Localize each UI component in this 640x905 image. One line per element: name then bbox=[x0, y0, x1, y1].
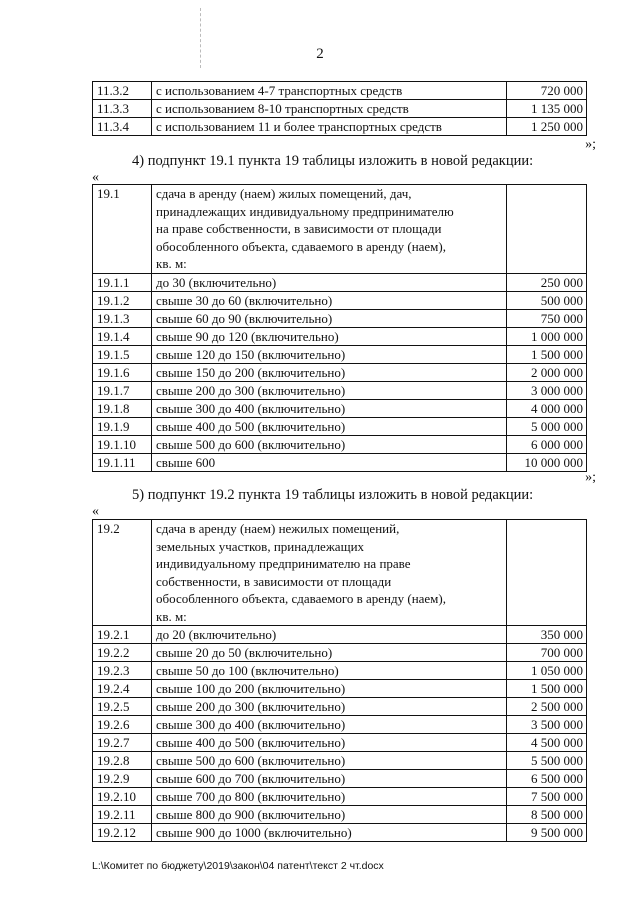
table-row bbox=[93, 82, 587, 100]
row-value: 1 135 000 bbox=[507, 100, 587, 118]
row-value: 2 000 000 bbox=[507, 363, 587, 381]
header-desc-line: на праве собственности, в зависимости от площади bbox=[156, 221, 442, 236]
row-value: 10 000 000 bbox=[507, 453, 587, 471]
row-description: с использованием 4-7 транспортных средств bbox=[152, 82, 507, 100]
table-row bbox=[93, 824, 587, 842]
table-19-1-body bbox=[93, 273, 587, 471]
row-value: 6 500 000 bbox=[507, 770, 587, 788]
table-row bbox=[93, 291, 587, 309]
row-description: свыше 600 bbox=[152, 453, 507, 471]
table-row bbox=[93, 734, 587, 752]
table-row bbox=[93, 806, 587, 824]
row-description: свыше 500 до 600 (включительно) bbox=[152, 435, 507, 453]
row-code: 19.2.4 bbox=[93, 680, 152, 698]
table-row bbox=[93, 680, 587, 698]
row-description: свыше 60 до 90 (включительно) bbox=[152, 309, 507, 327]
row-code: 19.1.6 bbox=[93, 363, 152, 381]
table-19-2-header-row bbox=[93, 520, 587, 626]
row-code: 19.1.9 bbox=[93, 417, 152, 435]
row-value: 2 500 000 bbox=[507, 698, 587, 716]
scan-fold-line bbox=[200, 8, 202, 68]
row-code: 19.2.10 bbox=[93, 788, 152, 806]
table-row bbox=[93, 644, 587, 662]
row-description: свыше 20 до 50 (включительно) bbox=[152, 644, 507, 662]
header-desc-line: принадлежащих индивидуальному предпринимателю bbox=[156, 203, 454, 219]
table-row bbox=[93, 698, 587, 716]
row-code: 19.1.10 bbox=[93, 435, 152, 453]
table-row bbox=[93, 662, 587, 680]
table-row bbox=[93, 435, 587, 453]
table-19-2-head-desc bbox=[152, 520, 507, 626]
row-description: свыше 50 до 100 (включительно) bbox=[152, 662, 507, 680]
row-description: свыше 120 до 150 (включительно) bbox=[152, 345, 507, 363]
row-value: 9 500 000 bbox=[507, 824, 587, 842]
table-row bbox=[93, 716, 587, 734]
header-desc-line: кв. м: bbox=[156, 608, 187, 624]
header-desc-line: обособленного объекта, сдаваемого в аренду (наем), bbox=[156, 238, 446, 254]
table-row bbox=[93, 770, 587, 788]
row-value: 6 000 000 bbox=[507, 435, 587, 453]
row-description: свыше 700 до 800 (включительно) bbox=[152, 788, 507, 806]
row-code: 19.1.8 bbox=[93, 399, 152, 417]
close-quote-1: »; bbox=[585, 137, 596, 152]
row-code: 11.3.2 bbox=[93, 82, 152, 100]
row-code: 19.2.6 bbox=[93, 716, 152, 734]
row-description: свыше 150 до 200 (включительно) bbox=[152, 363, 507, 381]
row-value: 1 050 000 bbox=[507, 662, 587, 680]
row-code: 19.2.12 bbox=[93, 824, 152, 842]
table-row bbox=[93, 118, 587, 136]
table-row bbox=[93, 399, 587, 417]
row-code: 19.2.11 bbox=[93, 806, 152, 824]
table-row bbox=[93, 417, 587, 435]
table-19-1-head-desc bbox=[152, 185, 507, 274]
row-description: с использованием 8-10 транспортных средств bbox=[152, 100, 507, 118]
table-19-2-head-value bbox=[507, 520, 587, 626]
table-11-3-body bbox=[93, 82, 587, 136]
row-value: 1 000 000 bbox=[507, 327, 587, 345]
table-row bbox=[93, 381, 587, 399]
row-description: свыше 500 до 600 (включительно) bbox=[152, 752, 507, 770]
footer-file-path: L:\Комитет по бюджету\2019\закон\04 патент\текст 2 чт.docx bbox=[92, 860, 384, 872]
table-19-1 bbox=[92, 184, 587, 472]
row-code: 19.2.5 bbox=[93, 698, 152, 716]
row-value: 1 500 000 bbox=[507, 345, 587, 363]
page-number: 2 bbox=[316, 46, 324, 62]
row-value: 750 000 bbox=[507, 309, 587, 327]
open-quote-1: « bbox=[92, 170, 99, 185]
table-row bbox=[93, 309, 587, 327]
instruction-5: 5) подпункт 19.2 пункта 19 таблицы изложить в новой редакции: bbox=[132, 487, 534, 503]
row-value: 3 000 000 bbox=[507, 381, 587, 399]
row-code: 19.2.9 bbox=[93, 770, 152, 788]
header-desc-line: сдача в аренду (наем) нежилых помещений, bbox=[156, 521, 400, 536]
row-description: свыше 100 до 200 (включительно) bbox=[152, 680, 507, 698]
table-row bbox=[93, 273, 587, 291]
row-value: 500 000 bbox=[507, 291, 587, 309]
row-code: 19.1.2 bbox=[93, 291, 152, 309]
row-description: до 20 (включительно) bbox=[152, 626, 507, 644]
row-description: свыше 200 до 300 (включительно) bbox=[152, 381, 507, 399]
row-description: до 30 (включительно) bbox=[152, 273, 507, 291]
row-description: свыше 30 до 60 (включительно) bbox=[152, 291, 507, 309]
row-description: свыше 300 до 400 (включительно) bbox=[152, 399, 507, 417]
table-row bbox=[93, 752, 587, 770]
row-code: 19.1.3 bbox=[93, 309, 152, 327]
row-value: 250 000 bbox=[507, 273, 587, 291]
row-value: 1 500 000 bbox=[507, 680, 587, 698]
row-value: 8 500 000 bbox=[507, 806, 587, 824]
row-code: 19.1.11 bbox=[93, 453, 152, 471]
row-description: свыше 800 до 900 (включительно) bbox=[152, 806, 507, 824]
table-row bbox=[93, 363, 587, 381]
table-19-2 bbox=[92, 519, 587, 842]
row-code: 19.1.4 bbox=[93, 327, 152, 345]
row-description: свыше 400 до 500 (включительно) bbox=[152, 417, 507, 435]
table-row bbox=[93, 345, 587, 363]
table-19-1-header-row bbox=[93, 185, 587, 274]
table-row bbox=[93, 327, 587, 345]
row-value: 7 500 000 bbox=[507, 788, 587, 806]
row-code: 19.1.7 bbox=[93, 381, 152, 399]
row-description: свыше 600 до 700 (включительно) bbox=[152, 770, 507, 788]
row-value: 4 000 000 bbox=[507, 399, 587, 417]
row-description: свыше 300 до 400 (включительно) bbox=[152, 716, 507, 734]
instruction-4: 4) подпункт 19.1 пункта 19 таблицы изложить в новой редакции: bbox=[132, 153, 534, 169]
header-desc-line: сдача в аренду (наем) жилых помещений, дач, bbox=[156, 186, 412, 201]
row-value: 350 000 bbox=[507, 626, 587, 644]
table-row bbox=[93, 100, 587, 118]
row-value: 5 000 000 bbox=[507, 417, 587, 435]
row-code: 11.3.3 bbox=[93, 100, 152, 118]
row-description: с использованием 11 и более транспортных средств bbox=[152, 118, 507, 136]
header-desc-line: обособленного объекта, сдаваемого в аренду (наем), bbox=[156, 591, 446, 606]
row-value: 4 500 000 bbox=[507, 734, 587, 752]
table-19-2-body bbox=[93, 626, 587, 842]
header-desc-line: индивидуальному предпринимателю на праве bbox=[156, 556, 411, 571]
header-desc-line: земельных участков, принадлежащих bbox=[156, 538, 365, 554]
table-row bbox=[93, 788, 587, 806]
row-code: 19.1.1 bbox=[93, 273, 152, 291]
header-desc-line: собственности, в зависимости от площади bbox=[156, 573, 392, 589]
row-description: свыше 90 до 120 (включительно) bbox=[152, 327, 507, 345]
row-code: 19.2.2 bbox=[93, 644, 152, 662]
row-code: 19.1.5 bbox=[93, 345, 152, 363]
row-code: 19.2.1 bbox=[93, 626, 152, 644]
row-code: 19.2.3 bbox=[93, 662, 152, 680]
table-11-3 bbox=[92, 81, 587, 136]
table-row bbox=[93, 626, 587, 644]
row-description: свыше 200 до 300 (включительно) bbox=[152, 698, 507, 716]
row-value: 3 500 000 bbox=[507, 716, 587, 734]
row-description: свыше 400 до 500 (включительно) bbox=[152, 734, 507, 752]
table-19-1-head-code: 19.1 bbox=[93, 185, 152, 274]
row-value: 5 500 000 bbox=[507, 752, 587, 770]
table-row bbox=[93, 453, 587, 471]
row-value: 720 000 bbox=[507, 82, 587, 100]
table-19-1-head-value bbox=[507, 185, 587, 274]
row-description: свыше 900 до 1000 (включительно) bbox=[152, 824, 507, 842]
row-code: 19.2.8 bbox=[93, 752, 152, 770]
row-code: 19.2.7 bbox=[93, 734, 152, 752]
row-code: 11.3.4 bbox=[93, 118, 152, 136]
open-quote-2: « bbox=[92, 504, 99, 519]
row-value: 700 000 bbox=[507, 644, 587, 662]
close-quote-2: »; bbox=[585, 470, 596, 485]
table-19-2-head-code: 19.2 bbox=[93, 520, 152, 626]
header-desc-line: кв. м: bbox=[156, 256, 187, 271]
row-value: 1 250 000 bbox=[507, 118, 587, 136]
